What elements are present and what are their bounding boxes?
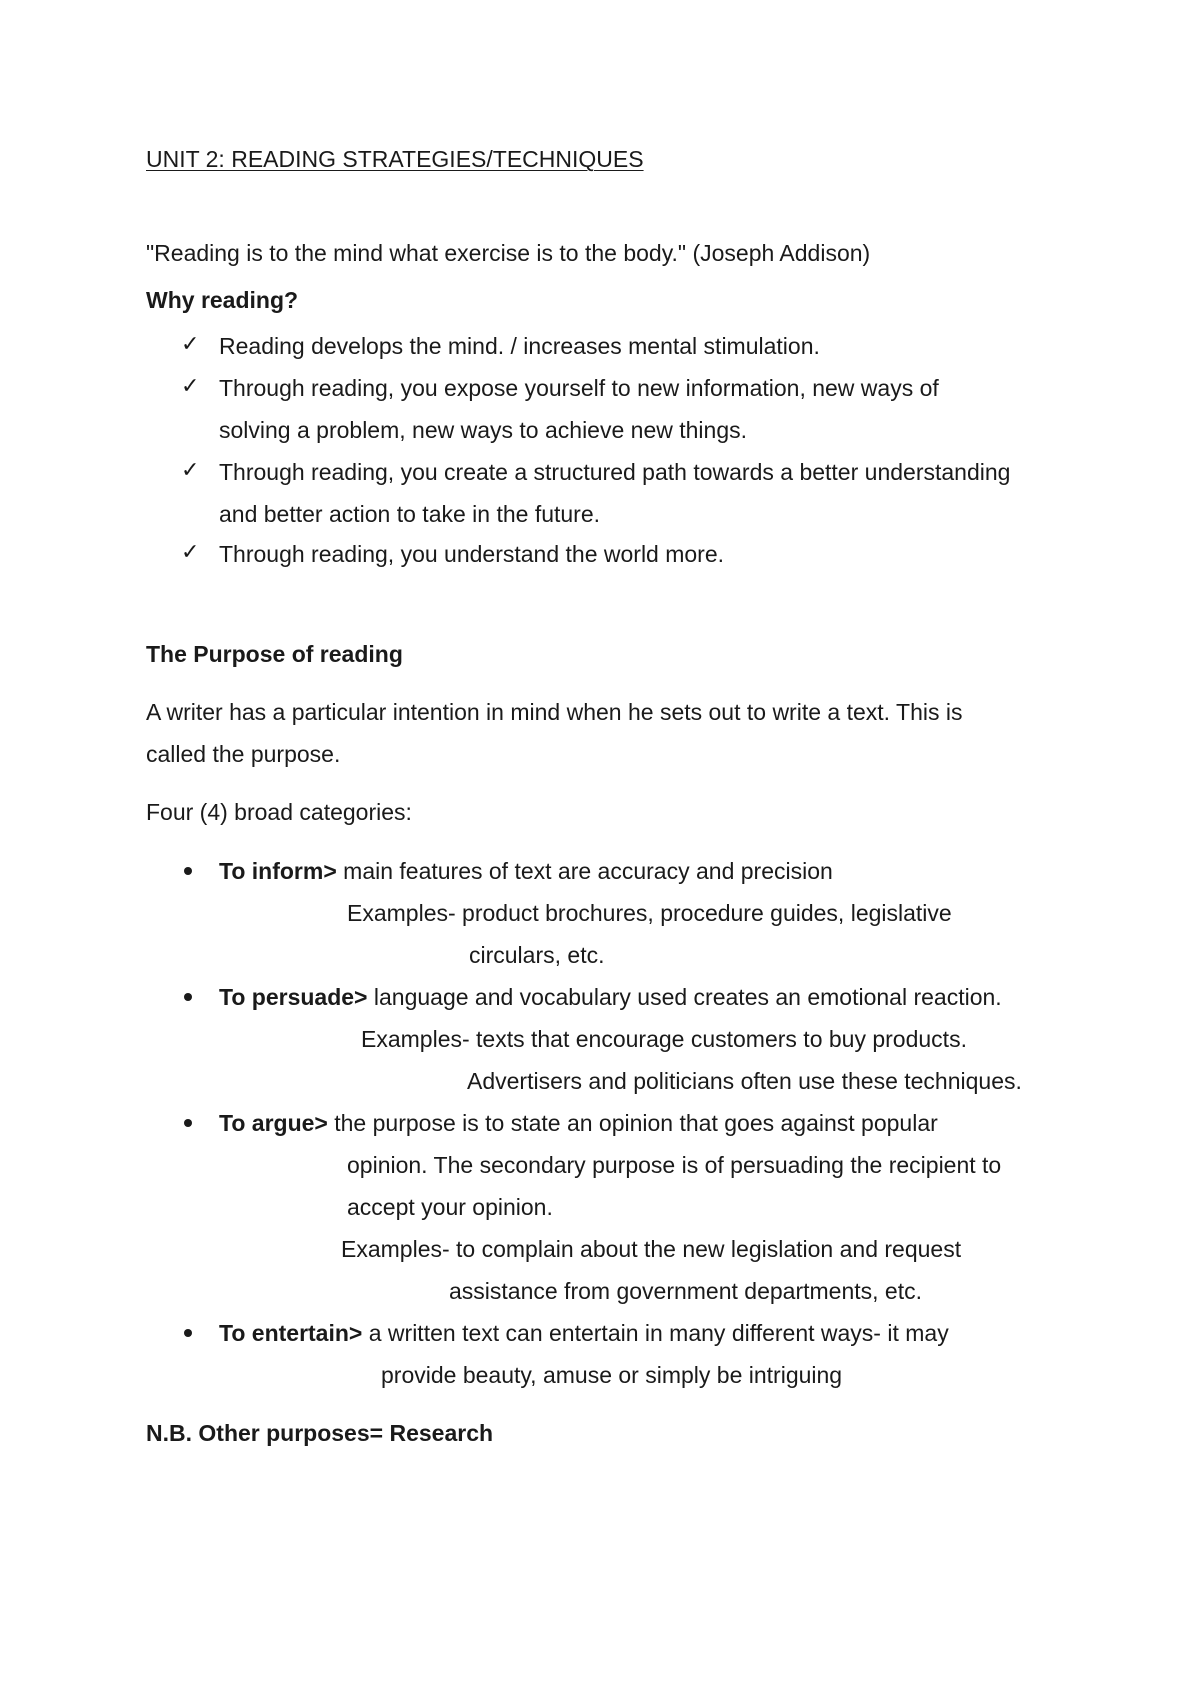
- category-label: To entertain>: [219, 1320, 363, 1346]
- purpose-paragraph-continuation: called the purpose.: [146, 741, 341, 767]
- category-example: Advertisers and politicians often use these techniques.: [467, 1068, 1022, 1094]
- category-label: To argue>: [219, 1110, 328, 1136]
- category-continuation: opinion. The secondary purpose is of persuading the recipient to: [347, 1152, 1002, 1178]
- why-reading-heading: Why reading?: [146, 287, 299, 313]
- checkmark-icon: ✓: [181, 458, 200, 483]
- category-example: circulars, etc.: [469, 942, 605, 968]
- list-item: Reading develops the mind. / increases mental stimulation.: [219, 333, 820, 359]
- category-description: main features of text are accuracy and precision: [336, 858, 833, 884]
- checkmark-icon: ✓: [181, 374, 200, 399]
- category-example: assistance from government departments, etc.: [449, 1278, 922, 1304]
- categories-intro: Four (4) broad categories:: [146, 799, 412, 825]
- bullet-icon: [184, 993, 192, 1001]
- category-description: a written text can entertain in many different ways- it may: [362, 1320, 949, 1346]
- bullet-icon: [184, 1329, 192, 1337]
- list-item: [219, 1318, 949, 1348]
- unit-title: UNIT 2: READING STRATEGIES/TECHNIQUES: [146, 146, 644, 172]
- list-item: [219, 856, 833, 886]
- category-example: Examples- product brochures, procedure guides, legislative: [347, 900, 952, 926]
- list-item: Through reading, you expose yourself to new information, new ways of: [219, 375, 939, 401]
- category-label: To persuade>: [219, 984, 368, 1010]
- checkmark-icon: ✓: [181, 332, 200, 357]
- list-item-continuation: and better action to take in the future.: [219, 501, 601, 527]
- category-continuation: accept your opinion.: [347, 1194, 553, 1220]
- list-item: [219, 982, 1002, 1012]
- purpose-paragraph: A writer has a particular intention in mind when he sets out to write a text. This is: [146, 699, 963, 725]
- list-item: [219, 1108, 938, 1138]
- category-description: language and vocabulary used creates an emotional reaction.: [367, 984, 1002, 1010]
- nb-note: N.B. Other purposes= Research: [146, 1420, 494, 1446]
- quote: "Reading is to the mind what exercise is to the body." (Joseph Addison): [146, 240, 871, 266]
- bullet-icon: [184, 1119, 192, 1127]
- list-item: Through reading, you understand the world more.: [219, 541, 725, 567]
- list-item-continuation: solving a problem, new ways to achieve new things.: [219, 417, 748, 443]
- category-label: To inform>: [219, 858, 337, 884]
- category-description: the purpose is to state an opinion that goes against popular: [327, 1110, 938, 1136]
- category-example: Examples- to complain about the new legislation and request: [341, 1236, 962, 1262]
- category-example: Examples- texts that encourage customers to buy products.: [361, 1026, 967, 1052]
- checkmark-icon: ✓: [181, 540, 200, 565]
- category-continuation: provide beauty, amuse or simply be intriguing: [381, 1362, 843, 1388]
- list-item: Through reading, you create a structured path towards a better understanding: [219, 459, 1011, 485]
- bullet-icon: [184, 867, 192, 875]
- purpose-heading: The Purpose of reading: [146, 641, 403, 667]
